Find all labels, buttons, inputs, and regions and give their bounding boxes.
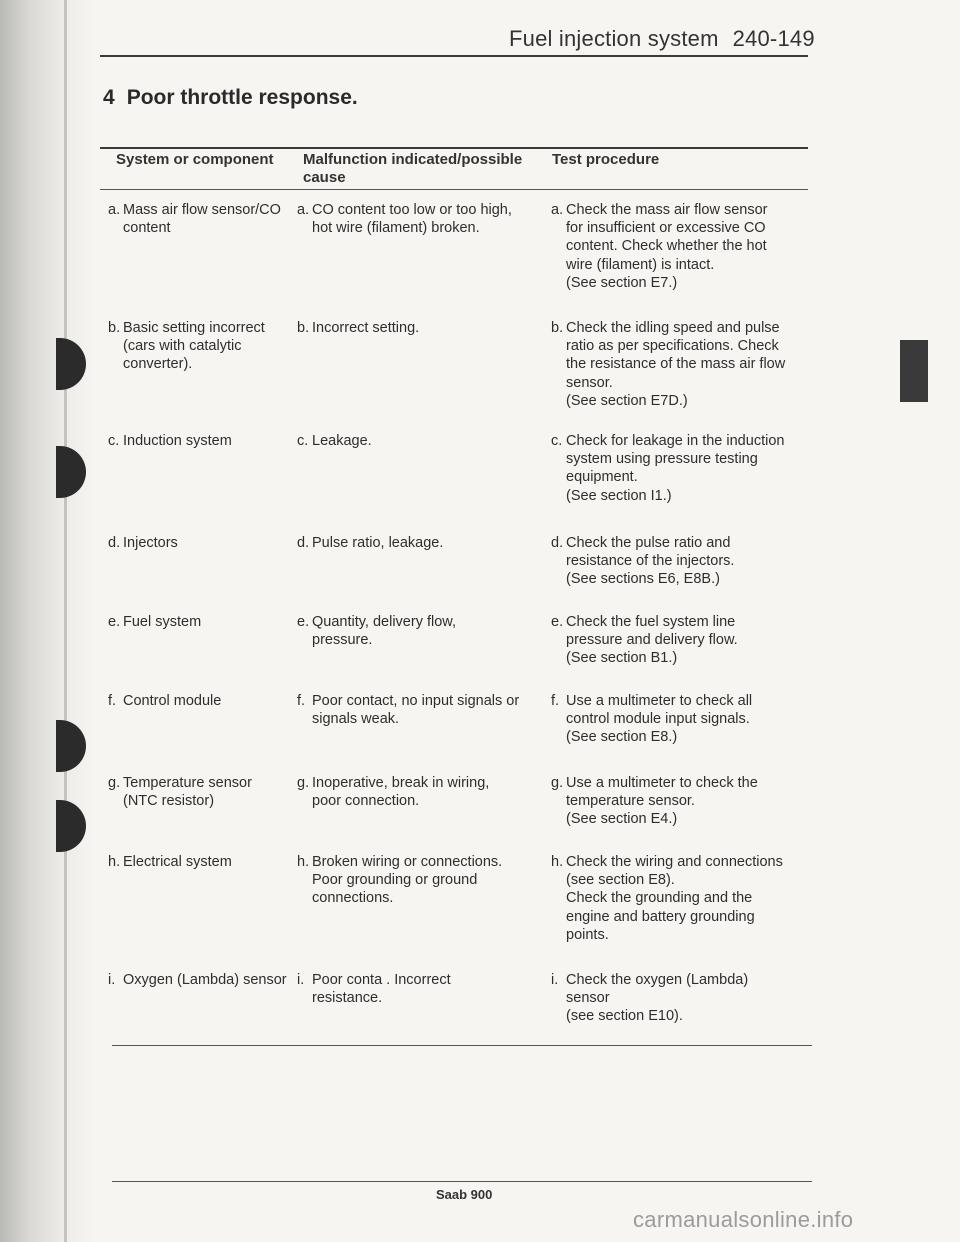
table-header-rule [100, 189, 808, 190]
cell-text: Leakage. [312, 433, 372, 449]
component-cell [108, 692, 293, 710]
cell-line [297, 989, 547, 1007]
cell-text: (See section E7D.) [566, 392, 688, 409]
cause-cell [297, 692, 547, 728]
cell-line [108, 692, 293, 710]
component-cell [108, 774, 293, 810]
cell-text: (see section E8). [566, 872, 675, 889]
running-header [509, 26, 815, 52]
test-procedure-cell [551, 613, 811, 668]
component-cell [108, 201, 293, 237]
cell-text: connections. [312, 890, 394, 907]
test-procedure-cell [551, 692, 811, 747]
test-procedure-cell [551, 201, 811, 292]
cell-text: control module input signals. [566, 711, 750, 728]
binding-shadow-line [64, 0, 67, 1242]
cell-text: Check the grounding and the [566, 890, 753, 907]
cell-text: ratio as per specifications. Check [566, 338, 779, 355]
cell-line [551, 853, 811, 871]
cell-line [551, 201, 811, 219]
cell-text: Quantity, delivery flow, [312, 614, 456, 630]
row-letter: g. [108, 775, 121, 791]
cell-text: pressure. [312, 632, 373, 649]
cell-text: Fuel system [123, 614, 202, 630]
cell-line [297, 319, 547, 337]
cell-text: points. [566, 926, 609, 943]
section-number: 4 [103, 86, 115, 109]
row-letter: h. [551, 854, 564, 870]
cell-line [108, 201, 293, 219]
cell-text: resistance. [312, 990, 383, 1007]
row-letter: b. [551, 320, 564, 336]
cell-text: Inoperative, break in wiring, [312, 775, 490, 791]
watermark: carmanualsonline.info [633, 1207, 854, 1232]
cell-line [297, 219, 547, 237]
cell-line [297, 692, 547, 710]
test-procedure-cell [551, 534, 811, 589]
cell-line [551, 468, 811, 486]
cell-line [108, 853, 293, 871]
cell-text: poor connection. [312, 793, 420, 810]
test-procedure-cell [551, 971, 811, 1026]
row-letter: i. [108, 972, 116, 988]
cell-line [108, 432, 293, 450]
cell-text: Check the oxygen (Lambda) [566, 972, 749, 988]
cell-text: Electrical system [123, 854, 232, 870]
cell-text: sensor [566, 990, 610, 1007]
cell-line [108, 792, 293, 810]
cell-line [551, 355, 811, 373]
header-rule [100, 55, 808, 57]
column-header-line: cause [303, 169, 346, 186]
row-letter: f. [551, 693, 560, 709]
test-procedure-cell [551, 319, 811, 410]
table-top-rule [100, 147, 808, 149]
page-binding-edge [0, 0, 95, 1242]
cell-line [551, 1007, 811, 1025]
test-procedure-cell [551, 853, 811, 944]
component-cell [108, 432, 293, 450]
cell-text: pressure and delivery flow. [566, 632, 738, 649]
cell-line [108, 534, 293, 552]
row-letter: b. [108, 320, 121, 336]
test-procedure-cell [551, 432, 811, 505]
cell-text: Poor contact, no input signals or [312, 693, 520, 709]
cell-text: Injectors [123, 535, 178, 551]
row-letter: i. [551, 972, 559, 988]
cause-cell [297, 774, 547, 810]
cell-line [108, 219, 293, 237]
cell-text: Incorrect setting. [312, 320, 420, 336]
cell-text: Check the idling speed and pulse [566, 320, 780, 336]
cell-line [551, 728, 811, 746]
cell-text: content. Check whether the hot [566, 238, 767, 255]
cell-line [551, 552, 811, 570]
cell-line [551, 432, 811, 450]
cell-text: (See section I1.) [566, 487, 672, 504]
cell-line [551, 926, 811, 944]
cell-line [297, 774, 547, 792]
cell-line [551, 710, 811, 728]
cell-text: Check the fuel system line [566, 614, 736, 630]
cause-cell [297, 534, 547, 552]
cell-text: Mass air flow sensor/CO [123, 202, 281, 218]
cell-text: (See section E8.) [566, 729, 678, 746]
row-letter: e. [108, 614, 121, 630]
cell-text: hot wire (filament) broken. [312, 220, 480, 237]
row-letter: e. [551, 614, 564, 630]
row-letter: a. [551, 202, 564, 218]
cell-text: (NTC resistor) [123, 793, 215, 810]
cell-line [297, 613, 547, 631]
cell-text: (See section E4.) [566, 811, 678, 828]
cell-text: resistance of the injectors. [566, 553, 735, 570]
cell-text: (See section E7.) [566, 274, 678, 291]
cell-text: Check the pulse ratio and [566, 535, 731, 551]
cell-text: signals weak. [312, 711, 400, 728]
cell-text: Poor conta . Incorrect [312, 972, 451, 988]
cell-line [297, 201, 547, 219]
cell-line [551, 774, 811, 792]
cell-line [551, 570, 811, 588]
cell-line [551, 450, 811, 468]
cell-text: Temperature sensor [123, 775, 252, 791]
cell-line [551, 631, 811, 649]
cell-line [297, 631, 547, 649]
row-letter: h. [108, 854, 121, 870]
cell-text: Pulse ratio, leakage. [312, 535, 444, 551]
cell-text: engine and battery grounding [566, 908, 755, 925]
cell-line [551, 989, 811, 1007]
cell-line [297, 889, 547, 907]
cell-line [551, 871, 811, 889]
footer-rule [112, 1181, 812, 1182]
row-letter: g. [297, 775, 310, 791]
cell-text: Check the wiring and connections [566, 854, 783, 870]
cause-cell [297, 319, 547, 337]
cell-line [551, 810, 811, 828]
cell-line [108, 613, 293, 631]
row-letter: f. [297, 693, 306, 709]
cell-line [297, 792, 547, 810]
cell-text: content [123, 220, 171, 237]
cell-line [297, 432, 547, 450]
cell-text: sensor. [566, 374, 613, 391]
component-cell [108, 613, 293, 631]
cell-text: (cars with catalytic [123, 338, 242, 355]
footer-label: Saab 900 [436, 1187, 493, 1202]
row-letter: f. [108, 693, 117, 709]
row-letter: c. [551, 433, 563, 449]
cell-text: CO content too low or too high, [312, 202, 512, 218]
cell-text: wire (filament) is intact. [566, 256, 715, 273]
cell-text: (See section B1.) [566, 650, 678, 667]
cell-line [108, 319, 293, 337]
row-letter: e. [297, 614, 310, 630]
row-letter: a. [108, 202, 121, 218]
cell-line [297, 971, 547, 989]
cell-line [551, 274, 811, 292]
component-cell [108, 971, 293, 989]
section-edge-tab [900, 340, 928, 402]
cell-text: converter). [123, 356, 193, 373]
test-procedure-cell [551, 774, 811, 829]
column-header-test [552, 151, 659, 169]
cell-line [108, 355, 293, 373]
cell-line [551, 337, 811, 355]
cell-line [551, 237, 811, 255]
cell-line [551, 534, 811, 552]
cell-line [297, 871, 547, 889]
cell-text: Induction system [123, 433, 232, 449]
column-header-line: Test procedure [552, 151, 660, 168]
column-header-line: System or component [116, 151, 274, 168]
cell-text: Use a multimeter to check the [566, 775, 758, 791]
cell-text: (see section E10). [566, 1008, 683, 1025]
component-cell [108, 853, 293, 871]
cell-line [551, 374, 811, 392]
cell-line [551, 613, 811, 631]
cell-text: Use a multimeter to check all [566, 693, 753, 709]
cell-line [551, 792, 811, 810]
cell-text: Check for leakage in the induction [566, 433, 785, 449]
cell-text: Broken wiring or connections. [312, 854, 503, 870]
cell-line [551, 692, 811, 710]
row-letter: c. [297, 433, 309, 449]
cause-cell [297, 201, 547, 237]
row-letter: h. [297, 854, 310, 870]
cell-line [551, 487, 811, 505]
cell-line [551, 256, 811, 274]
column-header-component [116, 151, 274, 169]
cell-line [551, 319, 811, 337]
cell-line [551, 971, 811, 989]
page-number: 240-149 [732, 26, 815, 51]
table-bottom-rule [112, 1045, 812, 1046]
column-header-line: Malfunction indicated/possible [303, 151, 523, 168]
cell-line [551, 219, 811, 237]
cause-cell [297, 432, 547, 450]
cell-line [297, 853, 547, 871]
component-cell [108, 319, 293, 374]
cell-text: Basic setting incorrect [123, 320, 265, 336]
cell-text: Control module [123, 693, 222, 709]
cell-text: (See sections E6, E8B.) [566, 571, 720, 588]
cell-text: Poor grounding or ground [312, 872, 478, 889]
section-title-text: Poor throttle response. [126, 86, 358, 109]
row-letter: i. [297, 972, 305, 988]
column-header-cause [303, 151, 522, 187]
cell-line [108, 337, 293, 355]
cell-text: Oxygen (Lambda) sensor [123, 972, 287, 988]
cell-line [551, 392, 811, 410]
cell-text: equipment. [566, 469, 638, 486]
section-title [103, 86, 358, 110]
cell-line [108, 774, 293, 792]
row-letter: g. [551, 775, 564, 791]
header-title: Fuel injection system [509, 26, 719, 51]
cell-text: for insufficient or excessive CO [566, 220, 766, 237]
row-letter: c. [108, 433, 120, 449]
cell-line [551, 889, 811, 907]
cell-line [551, 908, 811, 926]
component-cell [108, 534, 293, 552]
row-letter: d. [297, 535, 310, 551]
cell-line [297, 534, 547, 552]
cell-line [551, 649, 811, 667]
row-letter: d. [551, 535, 564, 551]
cause-cell [297, 971, 547, 1007]
row-letter: b. [297, 320, 310, 336]
cell-line [108, 971, 293, 989]
cell-text: the resistance of the mass air flow [566, 356, 786, 373]
row-letter: a. [297, 202, 310, 218]
cell-text: temperature sensor. [566, 793, 695, 810]
row-letter: d. [108, 535, 121, 551]
cause-cell [297, 853, 547, 908]
cell-text: Check the mass air flow sensor [566, 202, 768, 218]
cause-cell [297, 613, 547, 649]
cell-line [297, 710, 547, 728]
cell-text: system using pressure testing [566, 451, 758, 468]
